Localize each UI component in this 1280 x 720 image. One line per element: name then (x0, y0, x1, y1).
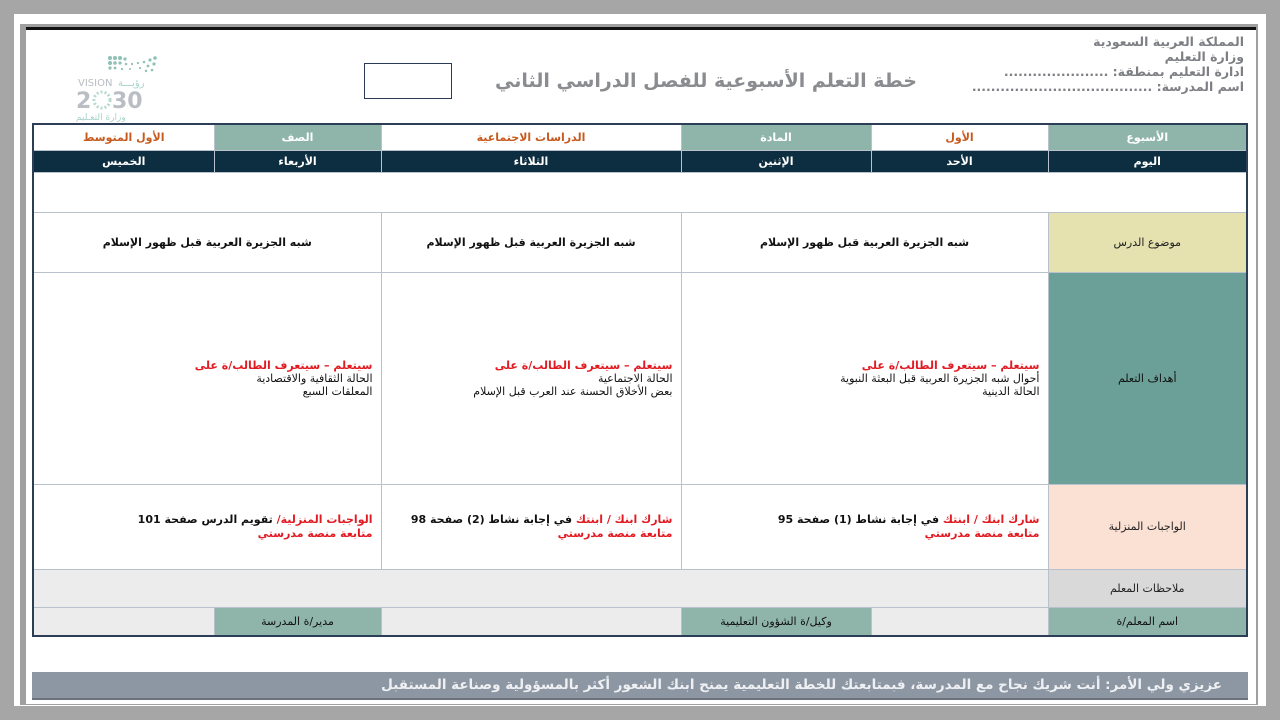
parent-message: عزيزي ولي الأمر: أنت شريك نجاح مع المدرسة، فبمتابعتك للخطة التعليمية يمنح ابنك الشعور أكثر بالمسؤولية وصناعة المستقبل (381, 677, 1222, 693)
principal-label: مدير/ة المدرسة (214, 607, 381, 636)
day-monday: الإثنين (681, 150, 871, 172)
svg-text:وزارة التعـليم: وزارة التعـليم (76, 113, 126, 122)
ministry-line-ministry: وزارة التعليم (1164, 49, 1244, 64)
subject-label: المادة (681, 124, 871, 150)
objective-line: الحالة الاجتماعية (597, 371, 673, 385)
info-row (33, 124, 1247, 150)
objective-line: المعلقات السبع (302, 384, 373, 398)
document-frame (20, 24, 1258, 705)
homework-text: تقويم الدرس صفحة 101 (137, 512, 277, 526)
topic-cell-1[interactable]: شبه الجزيرة العربية قبل ظهور الإسلام (681, 212, 1048, 272)
svg-text:VISION: VISION (78, 78, 113, 89)
objective-line: بعض الأخلاق الحسنة عند العرب قبل الإسلام (473, 384, 673, 398)
homework-row (33, 484, 1247, 569)
objectives-cell-1[interactable] (681, 272, 1048, 484)
homework-lead: شارك ابنك / ابنتك (942, 512, 1040, 526)
teacher-name-value[interactable] (871, 607, 1048, 636)
weekly-plan-document (26, 27, 1256, 704)
day-tuesday: الثلاثاء (381, 150, 681, 172)
day-thursday: الخميس (33, 150, 214, 172)
day-wednesday: الأربعاء (214, 150, 381, 172)
vision-2030-logo (52, 50, 202, 120)
topic-cell-2[interactable]: شبه الجزيرة العربية قبل ظهور الإسلام (381, 212, 681, 272)
ministry-line-region: ادارة التعليم بمنطقة: ...................... (1003, 64, 1244, 79)
homework-label: الواجبات المنزلية (1048, 484, 1247, 569)
ministry-line-school: اسم المدرسة: ...................................... (971, 79, 1244, 94)
deputy-value[interactable] (381, 607, 681, 636)
notes-label: ملاحظات المعلم (1048, 569, 1247, 607)
svg-text:30: 30 (112, 89, 143, 114)
blank-row (33, 172, 1247, 212)
week-label: الأسبوع (1048, 124, 1247, 150)
svg-text:رؤيـــة: رؤيـــة (118, 78, 145, 89)
homework-lead: شارك ابنك / ابنتك (575, 512, 673, 526)
notes-value[interactable] (33, 569, 1048, 607)
homework-platform-note: متابعة منصة مدرستي (924, 526, 1040, 540)
grade-label: الصف (214, 124, 381, 150)
day-label: اليوم (1048, 150, 1247, 172)
deputy-label: وكيل/ة الشؤون التعليمية (681, 607, 871, 636)
homework-text: في إجابة نشاط (2) صفحة 98 (410, 512, 576, 526)
title-input-box[interactable] (364, 63, 452, 99)
objective-lead: سيتعلم – سيتعرف الطالب/ة على (861, 358, 1040, 372)
ministry-line-country: المملكة العربية السعودية (1093, 34, 1244, 49)
teacher-name-label: اسم المعلم/ة (1048, 607, 1247, 636)
objectives-row (33, 272, 1247, 484)
weekly-plan-table (32, 123, 1248, 637)
week-value[interactable]: الأول (871, 124, 1048, 150)
ministry-info (972, 34, 1244, 94)
homework-platform-note: متابعة منصة مدرستي (257, 526, 373, 540)
day-sunday: الأحد (871, 150, 1048, 172)
objective-lead: سيتعلم – سيتعرف الطالب/ة على (494, 358, 673, 372)
homework-cell-2[interactable] (381, 484, 681, 569)
objectives-cell-3[interactable] (33, 272, 381, 484)
grade-value[interactable]: الأول المتوسط (33, 124, 214, 150)
homework-platform-note: متابعة منصة مدرستي (557, 526, 673, 540)
homework-lead: الواجبات المنزلية/ (276, 512, 373, 526)
topic-label: موضوع الدرس (1048, 212, 1247, 272)
vision-dots-icon (52, 50, 202, 122)
homework-cell-1[interactable] (681, 484, 1048, 569)
principal-value[interactable] (33, 607, 214, 636)
objectives-label: أهداف التعلم (1048, 272, 1247, 484)
svg-text:2: 2 (76, 89, 92, 114)
objective-line: الحالة الدينية (982, 384, 1040, 398)
objective-lead: سيتعلم – سيتعرف الطالب/ة على (194, 358, 373, 372)
homework-cell-3[interactable] (33, 484, 381, 569)
objective-line: أحوال شبه الجزيرة العربية قبل البعثة النبوية (840, 371, 1040, 385)
page-title: خطة التعلم الأسبوعية للفصل الدراسي الثاني (495, 70, 917, 92)
subject-value[interactable]: الدراسات الاجتماعية (381, 124, 681, 150)
blank-cell[interactable] (33, 172, 1247, 212)
topic-row (33, 212, 1247, 272)
days-row (33, 150, 1247, 172)
homework-text: في إجابة نشاط (1) صفحة 95 (777, 512, 943, 526)
objectives-cell-2[interactable] (381, 272, 681, 484)
notes-row (33, 569, 1247, 607)
parent-message-bar (32, 672, 1248, 700)
signatures-row (33, 607, 1247, 636)
topic-cell-3[interactable]: شبه الجزيرة العربية قبل ظهور الإسلام (33, 212, 381, 272)
objective-line: الحالة الثقافية والاقتصادية (256, 371, 373, 385)
